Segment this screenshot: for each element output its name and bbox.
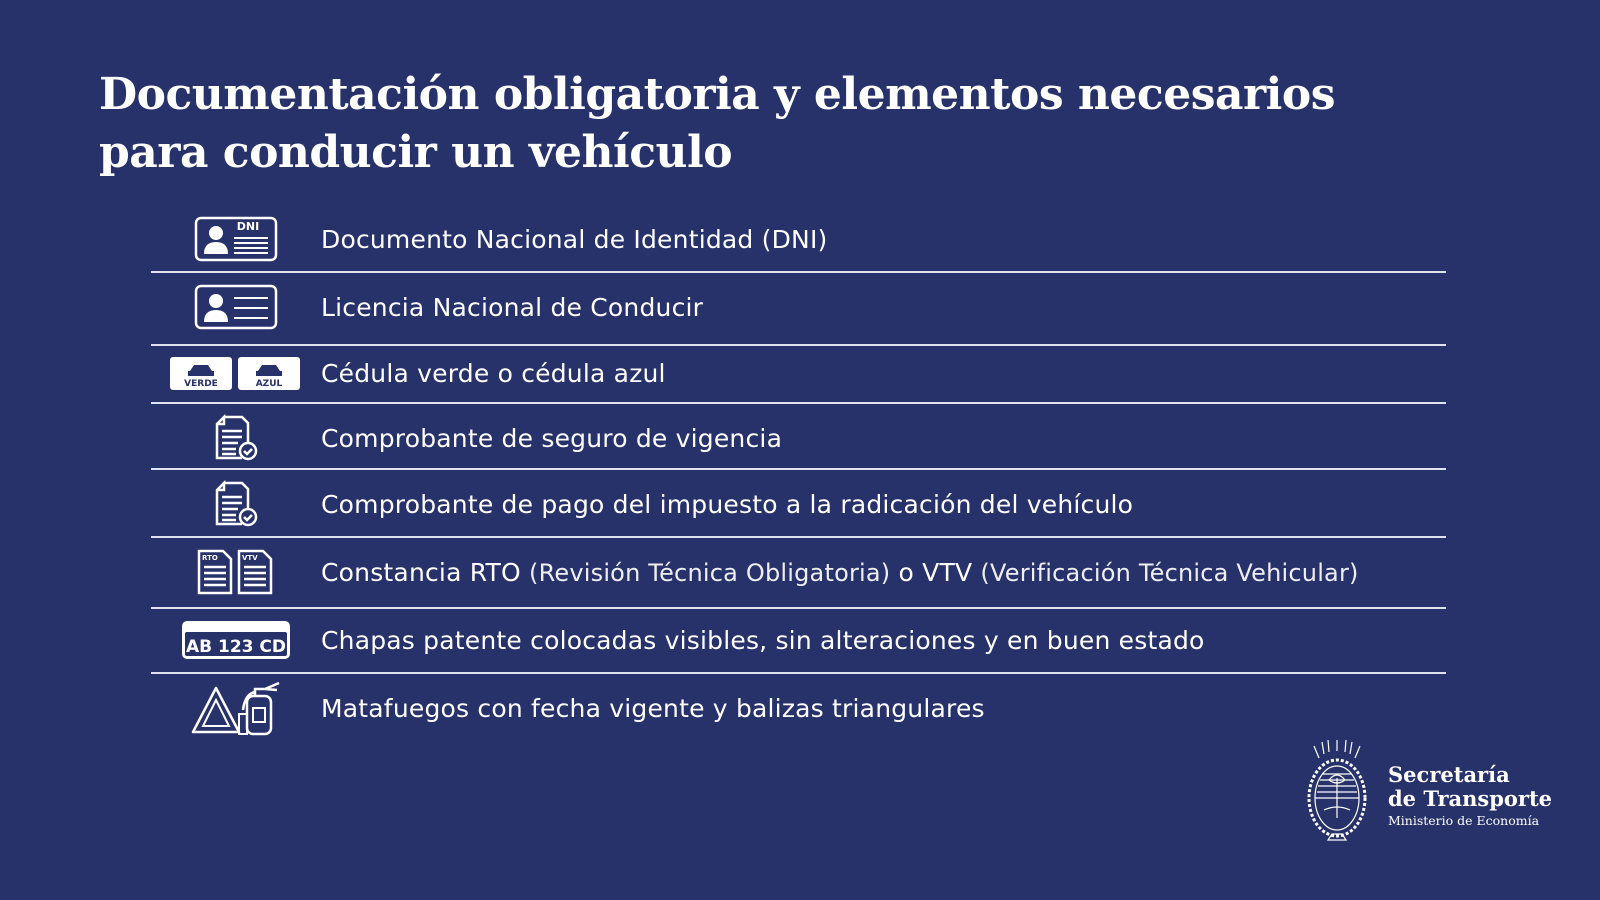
rto-vtv-documents-icon: [151, 549, 321, 595]
svg-text:AB 123 CD: AB 123 CD: [185, 637, 287, 657]
logo-line-1: Secretaría: [1388, 761, 1510, 787]
list-item: [151, 549, 1446, 595]
item-label: Chapas patente colocadas visibles, sin alteraciones y en buen estado: [321, 625, 1205, 655]
list-item: [151, 216, 1446, 262]
svg-text:RTO: RTO: [202, 554, 218, 562]
item-label: Comprobante de seguro de vigencia: [321, 423, 783, 453]
triangle-extinguisher-icon: [151, 680, 321, 736]
item-label: Constancia RTO (Revisión Técnica Obligatoria) o VTV (Verificación Técnica Vehicular): [321, 557, 1359, 587]
title-line-1: Documentación obligatoria y elementos necesarios: [99, 69, 1335, 120]
svg-text:DNI: DNI: [236, 220, 260, 233]
divider: [151, 536, 1446, 538]
divider: [151, 607, 1446, 609]
item-label: Documento Nacional de Identidad (DNI): [321, 224, 828, 254]
list-item: [151, 680, 1446, 736]
document-check-icon: [151, 414, 321, 462]
list-item: [151, 355, 1446, 391]
divider: [151, 271, 1446, 273]
divider: [151, 344, 1446, 346]
divider: [151, 672, 1446, 674]
item-label: Comprobante de pago del impuesto a la radicación del vehículo: [321, 489, 1134, 519]
logo-line-3: Ministerio de Economía: [1388, 812, 1540, 828]
page-title: [99, 66, 1499, 182]
logo-line-2: de Transporte: [1388, 785, 1553, 811]
list-item: [151, 480, 1446, 528]
argentina-coat-of-arms-icon: [1302, 740, 1372, 850]
title-line-2: para conducir un vehículo: [99, 127, 733, 178]
dni-card-icon: [151, 216, 321, 262]
list-item: [151, 414, 1446, 462]
item-label: Cédula verde o cédula azul: [321, 358, 666, 388]
car-cards-icon: [151, 355, 321, 391]
svg-text:VERDE: VERDE: [184, 379, 218, 389]
list-item: [151, 620, 1446, 660]
document-check-icon: [151, 480, 321, 528]
secretaria-transporte-logo: [1302, 740, 1552, 850]
item-label: Licencia Nacional de Conducir: [321, 292, 704, 322]
svg-text:AZUL: AZUL: [255, 379, 283, 389]
svg-text:VTV: VTV: [242, 554, 258, 562]
divider: [151, 402, 1446, 404]
list-item: [151, 284, 1446, 330]
license-plate-icon: [151, 620, 321, 660]
divider: [151, 468, 1446, 470]
license-card-icon: [151, 284, 321, 330]
item-label: Matafuegos con fecha vigente y balizas triangulares: [321, 693, 985, 723]
